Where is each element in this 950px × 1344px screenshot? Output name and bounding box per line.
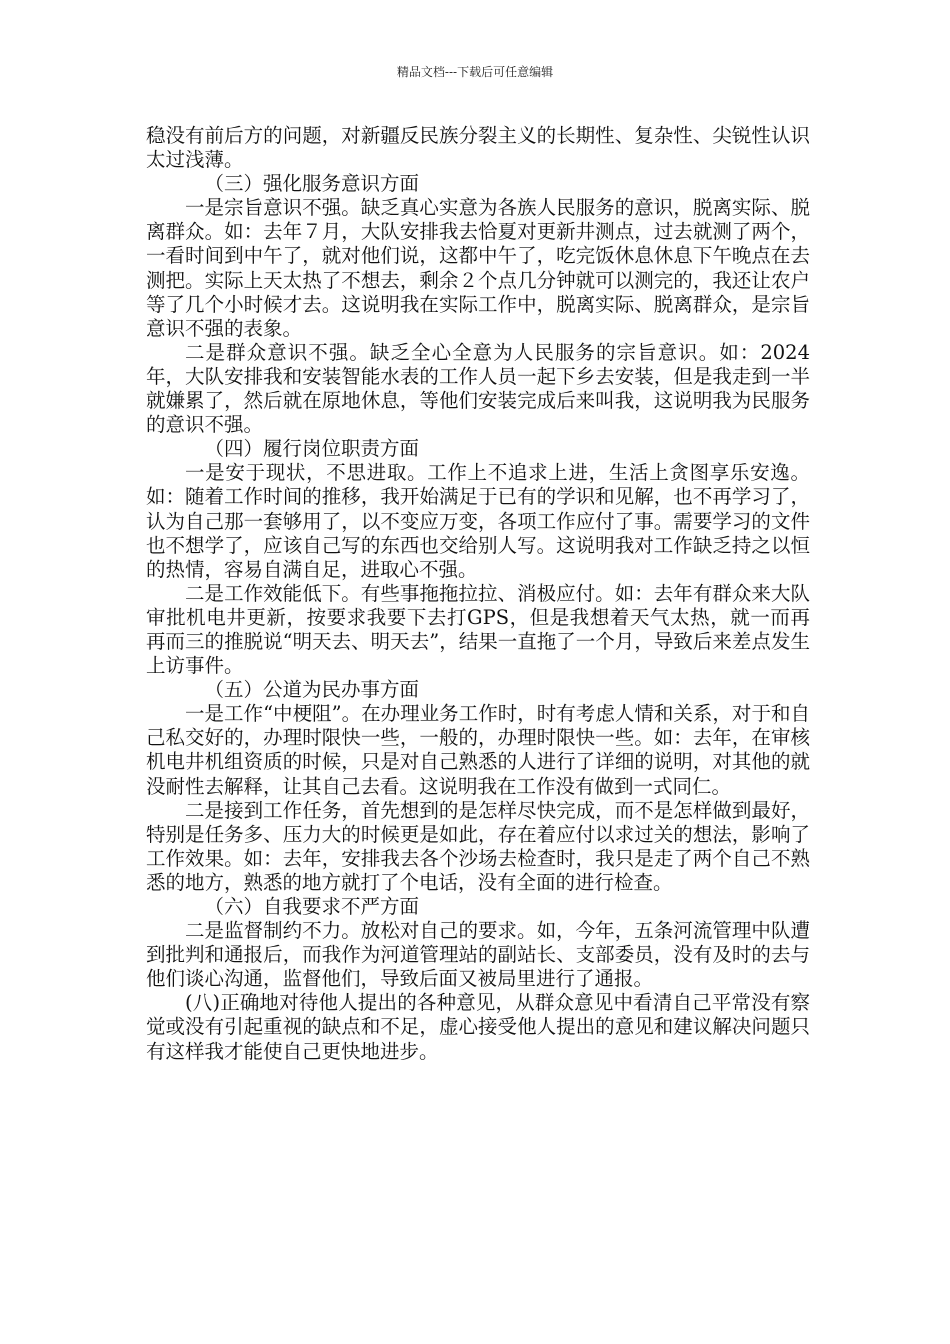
- section-heading-5: （五）公道为民办事方面: [204, 678, 420, 702]
- paragraph: 二是群众意识不强。缺乏全心全意为人民服务的宗旨意识。如：2024年，大队安排我和安装智能水表的工作人员一起下乡去安装，但是我走到一半就嫌累了，然后就在原地休息，等他们安装完成后来叫我，这说明我为民服务的意识不强。: [146, 340, 810, 437]
- paragraph: 一是工作“中梗阻”。在办理业务工作时，时有考虑人情和关系，对于和自己私交好的，办理时限快一些，一般的，办理时限快一些。如：去年，在审核机电井机组资质的时候，只是对自己熟悉的人进行了详细的说明，对其他的就没耐性去解释，让其自己去看。这说明我在工作没有做到一式同仁。: [146, 702, 810, 798]
- paragraph: 二是监督制约不力。放松对自己的要求。如，今年，五条河流管理中队遭到批判和通报后，而我作为河道管理站的副站长、支部委员，没有及时的去与他们谈心沟通，监督他们，导致后面又被局里进行了通报。: [146, 919, 810, 991]
- paragraph: 一是安于现状，不思进取。工作上不追求上进，生活上贪图享乐安逸。如：随着工作时间的推移，我开始满足于已有的学识和见解，也不再学习了，认为自己那一套够用了，以不变应万变，各项工作应付了事。需要学习的文件也不想学了，应该自己写的东西也交给别人写。这说明我对工作缺乏持之以恒的热情，容易自满自足，进取心不强。: [146, 461, 810, 581]
- page-header: 精品文档---下载后可任意编辑: [396, 65, 554, 79]
- paragraph: 二是工作效能低下。有些事拖拖拉拉、消极应付。如：去年有群众来大队审批机电井更新，按要求我要下去打GPS，但是我想着天气太热，就一而再再而三的推脱说“明天去、明天去”，结果一直拖了一个月，导致后来差点发生上访事件。: [146, 581, 810, 678]
- paragraph-continuation: 稳没有前后方的问题，对新疆反民族分裂主义的长期性、复杂性、尖锐性认识太过浅薄。: [146, 124, 810, 172]
- paragraph: 二是接到工作任务，首先想到的是怎样尽快完成，而不是怎样做到最好，特别是任务多、压力大的时候更是如此，存在着应付以求过关的想法，影响了工作效果。如：去年，安排我去各个沙场去检查时，我只是走了两个自己不熟悉的地方，熟悉的地方就打了个电话，没有全面的进行检查。: [146, 798, 810, 894]
- document-body: [146, 124, 810, 1064]
- paragraph: (八)正确地对待他人提出的各种意见，从群众意见中看清自己平常没有察觉或没有引起重视的缺点和不足，虚心接受他人提出的意见和建议解决问题只有这样我才能使自己更快地进步。: [146, 991, 810, 1063]
- section-heading-3: （三）强化服务意识方面: [204, 172, 420, 196]
- paragraph: 一是宗旨意识不强。缺乏真心实意为各族人民服务的意识，脱离实际、脱离群众。如：去年７月，大队安排我去恰夏对更新井测点，过去就测了两个，一看时间到中午了，就对他们说，这都中午了，吃完饭休息休息下午晚点在去测把。实际上天太热了不想去，剩余２个点几分钟就可以测完的，我还让农户等了几个小时候才去。这说明我在实际工作中，脱离实际、脱离群众，是宗旨意识不强的表象。: [146, 196, 810, 340]
- section-heading-4: （四）履行岗位职责方面: [204, 437, 420, 461]
- section-heading-6: （六）自我要求不严方面: [204, 895, 420, 918]
